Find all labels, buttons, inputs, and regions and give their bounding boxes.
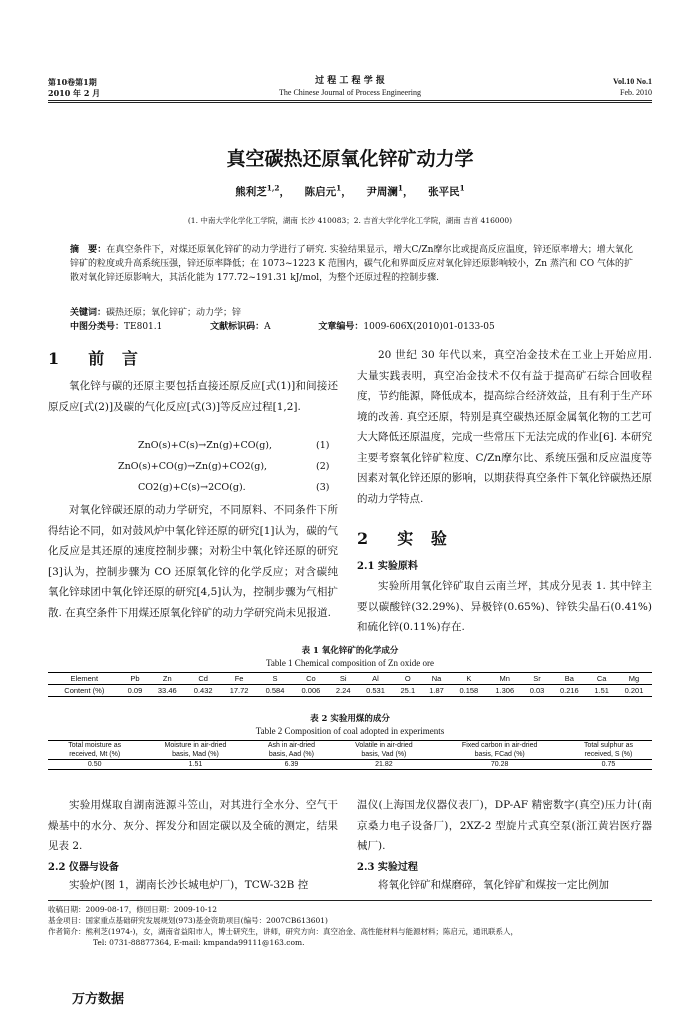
keywords-text: 碳热还原；氧化锌矿；动力学；锌 <box>106 308 242 318</box>
footnote-rule <box>48 900 652 901</box>
coal-paragraph: 实验用煤取自湖南涟源斗笠山，对其进行全水分、空气干燥基中的水分、灰分、挥发分和固定碳以及全硫的测定，结果见表 2. <box>48 799 338 852</box>
table-cell: Fe <box>234 674 244 683</box>
equipment-paragraph-cont: 温仪(上海国龙仪器仪表厂)，DP-AF 精密数字(真空)压力计(南京桑力电子设备厂)，2XZ-2 型旋片式真空泵(浙江黄岩医疗器械厂). <box>357 799 652 852</box>
doc-code-label: 文献标识码： <box>210 322 265 332</box>
abstract-label: 摘 要： <box>70 245 107 255</box>
table-cell: Fixed carbon in air-dried <box>461 742 538 749</box>
equation-3: CO2(g)+C(s)→2CO(g). <box>138 482 246 493</box>
table-cell: basis, FCad (%) <box>474 751 525 758</box>
table-cell: Total moisture as <box>68 742 122 749</box>
table-cell: 1.51 <box>188 761 203 768</box>
table-cell: Mn <box>499 674 510 683</box>
table-cell: Sr <box>533 674 541 683</box>
materials-paragraph: 实验所用氧化锌矿取自云南兰坪，其成分见表 1. 其中锌主要以碳酸锌(32.29%)、异极锌(0.65%)、锌铁尖晶石(0.41%)和硫化锌(0.11%)存在. <box>357 580 652 633</box>
abstract <box>70 243 633 285</box>
table-cell: received, S (%) <box>584 751 633 758</box>
table-cell: 2.24 <box>335 686 351 695</box>
table-cell: S <box>272 674 278 683</box>
table2-caption-cn: 表 2 实验用煤的成分 <box>310 714 390 724</box>
table2-caption-en: Table 2 Composition of coal adopted in experiments <box>255 726 445 736</box>
table-cell: 17.72 <box>229 686 249 695</box>
table-cell: 1.306 <box>495 686 515 695</box>
table-cell: Content (%) <box>64 686 105 695</box>
footnote-author: 作者简介：熊利芝(1974-)，女，湖南省益阳市人，博士研究生，讲师，研究方向：真空冶金、高性能材料与能源材料；陈启元，通讯联系人， <box>48 927 518 936</box>
procedure-paragraph: 将氧化锌矿和煤磨碎，氧化锌矿和煤按一定比例加 <box>378 879 609 891</box>
table-cell: 1.51 <box>594 686 609 695</box>
table-cell: 0.006 <box>301 686 321 695</box>
table-cell: 70.28 <box>490 761 509 768</box>
table-cell: 6.39 <box>284 761 299 768</box>
table-cell: Zn <box>162 674 172 683</box>
table2-header-row <box>48 750 652 760</box>
table-cell: 0.584 <box>265 686 285 695</box>
table1-caption-en: Table 1 Chemical composition of Zn oxide ore <box>265 658 435 668</box>
doc-code-value: A <box>264 322 271 332</box>
table-cell: 1.87 <box>429 686 444 695</box>
table-cell: Ba <box>564 674 574 683</box>
classification-line <box>70 320 633 334</box>
footnote-fund: 基金项目：国家重点基础研究发展规划(973)基金资助项目(编号：2007CB613601) <box>48 916 328 925</box>
journal-name-en: The Chinese Journal of Process Engineering <box>279 88 421 97</box>
table-cell: Volatile in air-dried <box>355 742 413 749</box>
clc-value: TE801.1 <box>124 322 163 332</box>
journal-name-cn: 过 程 工 程 学 报 <box>315 76 385 86</box>
table-cell: Ash in air-dried <box>267 742 315 749</box>
footnote-contact: Tel: 0731-88877364, E-mail: kmpanda99111@163.com. <box>93 938 305 947</box>
table-cell: 25.1 <box>400 686 416 695</box>
clc-label: 中图分类号： <box>70 322 125 332</box>
author: 尹周澜$^1$ <box>366 183 404 198</box>
table-cell: 21.82 <box>375 761 393 768</box>
table-cell: Total sulphur as <box>583 742 633 749</box>
table-cell: Ca <box>596 674 607 683</box>
table2-header-row <box>48 741 652 751</box>
subsection-2-1-heading: 2.1 实验原料 <box>357 561 418 572</box>
equipment-paragraph: 实验炉(图 1，湖南长沙长城电炉厂)，TCW-32B 控 <box>69 879 309 891</box>
table-cell: 0.03 <box>529 686 545 695</box>
table-cell: 0.201 <box>624 686 644 695</box>
table-cell: K <box>466 674 472 683</box>
section-experiment-heading: 2 实 验 <box>357 529 453 548</box>
subsection-2-2-heading: 2.2 仪器与设备 <box>48 862 119 873</box>
table1-data-row <box>48 685 652 697</box>
table1 <box>48 672 652 697</box>
table-cell: basis, Aad (%) <box>268 751 314 758</box>
footnote-received: 收稿日期：2009-08-17，修回日期：2009-10-12 <box>48 905 217 914</box>
table1-caption-cn: 表 1 氧化锌矿的化学成分 <box>301 646 399 656</box>
intro-paragraph-1: 氧化锌与碳的还原主要包括直接还原反应[式(1)]和间接还原反应[式(2)]及碳的气化反应[式(3)]等反应过程[1,2]. <box>48 380 338 413</box>
article-no-label: 文章编号： <box>318 322 364 332</box>
table2-data-row <box>48 760 652 770</box>
table-cell: received, Mt (%) <box>69 751 121 758</box>
subsection-2-3-heading: 2.3 实验过程 <box>357 862 418 873</box>
table-cell: 0.432 <box>193 686 213 695</box>
equation-1: ZnO(s)+C(s)→Zn(g)+CO(g), <box>138 440 273 451</box>
table-cell: basis, Vad (%) <box>361 751 407 758</box>
table-cell: Si <box>339 674 347 683</box>
table-cell: Element <box>70 674 99 683</box>
table-cell: Cd <box>198 674 208 683</box>
article-no-value: 1009-606X(2010)01-0133-05 <box>363 322 495 332</box>
table-cell: 0.50 <box>87 761 102 768</box>
equation-1-number: (1) <box>316 440 330 451</box>
watermark-text: 万方数据 <box>72 992 125 1007</box>
table-cell: 0.75 <box>601 761 616 768</box>
table2 <box>48 740 652 770</box>
volume-issue: 第10卷第1期 <box>48 77 97 87</box>
table-cell: 0.216 <box>559 686 579 695</box>
table-cell: Co <box>306 674 316 683</box>
header-rule-2 <box>48 102 652 103</box>
volume-en: Vol.10 No.1 <box>612 77 652 86</box>
header-rule <box>48 100 652 101</box>
intro-paragraph-3: 20 世纪 30 年代以来，真空冶金技术在工业上开始应用. 大量实践表明，真空冶金技术不仅有益于提高矿石综合回收程度，节约能源，降低成本，提高综合经济效益，且有利于生产环境的改善. 真空还原，特别是真空碳热还原金属氧化物的工艺可大大降低还原温度，完成一些常压下无法完成的作业[6]. 本研究主要考察氧化锌矿粒度、C/Zn摩尔比、系统压强和反应温度等因素对氧化锌还原的影响，以期获得真空条件下氧化锌碳热还原的动力学特点. <box>357 349 652 505</box>
table-cell: Al <box>372 674 379 683</box>
keywords-label: 关键词： <box>70 308 107 318</box>
keywords <box>70 306 633 320</box>
table-cell: Pb <box>130 674 140 683</box>
table-cell: Moisture in air-dried <box>164 742 227 749</box>
table-cell: Na <box>431 674 442 683</box>
abstract-text: 在真空条件下，对煤还原氧化锌矿的动力学进行了研究. 实验结果显示，增大C/Zn摩尔比或提高反应温度，锌还原率增大；增大氧化锌矿的粒度或升高系统压强，锌还原率降低；在 1073~1223 K 范围内，碳气化和界面反应对氧化锌还原影响较小，Zn 蒸汽和 CO 气体的扩散对氧化锌还原影响大，其活化能为 177.72~191.31 kJ/mol，为整个还原过程的控制步骤. <box>70 245 633 283</box>
publication-date: 2010 年 2 月 <box>48 88 101 98</box>
author: 熊利芝$^{1,2}$ <box>235 183 280 198</box>
table-cell: 0.531 <box>366 686 385 695</box>
equation-2: ZnO(s)+CO(g)→Zn(g)+CO2(g), <box>118 461 268 472</box>
intro-paragraph-2: 对氧化锌碳还原的动力学研究，不同原料、不同条件下所得结论不同，如对鼓风炉中氧化锌还原的研究[1]认为，碳的气化反应是其还原的速度控制步骤；对粉尘中氧化锌还原的研究[3]认为，控制步骤为 CO 还原氧化锌的化学反应；对含碳纯氧化锌球团中氧化锌还原的研究[4,5]认为，控制步骤为气相扩散. 在真空条件下用煤还原氧化锌矿的动力学研究尚未见报道. <box>48 504 338 619</box>
table-cell: O <box>404 674 411 683</box>
table-cell: 33.46 <box>157 686 177 695</box>
author: 陈启元$^1$ <box>304 183 342 198</box>
section-intro-heading: 1 前 言 <box>48 349 144 368</box>
table1-header-row <box>48 673 652 685</box>
table-cell: 0.158 <box>459 686 479 695</box>
article-title: 真空碳热还原氧化锌矿动力学 <box>226 148 474 170</box>
affiliations: (1. 中南大学化学化工学院，湖南 长沙 410083；2. 吉首大学化学化工学院，湖南 吉首 416000) <box>187 216 513 225</box>
table-cell: Mg <box>628 674 640 683</box>
table-cell: 0.09 <box>127 686 143 695</box>
equation-3-number: (3) <box>316 482 330 493</box>
date-en: Feb. 2010 <box>620 88 652 97</box>
equation-2-number: (2) <box>316 461 330 472</box>
author-list: 熊利芝$^{1,2}$， 陈启元$^1$， 尹周澜$^1$， 张平民$^1$ <box>235 183 465 198</box>
table-cell: basis, Mad (%) <box>172 751 219 758</box>
author: 张平民$^1$ <box>428 183 465 198</box>
